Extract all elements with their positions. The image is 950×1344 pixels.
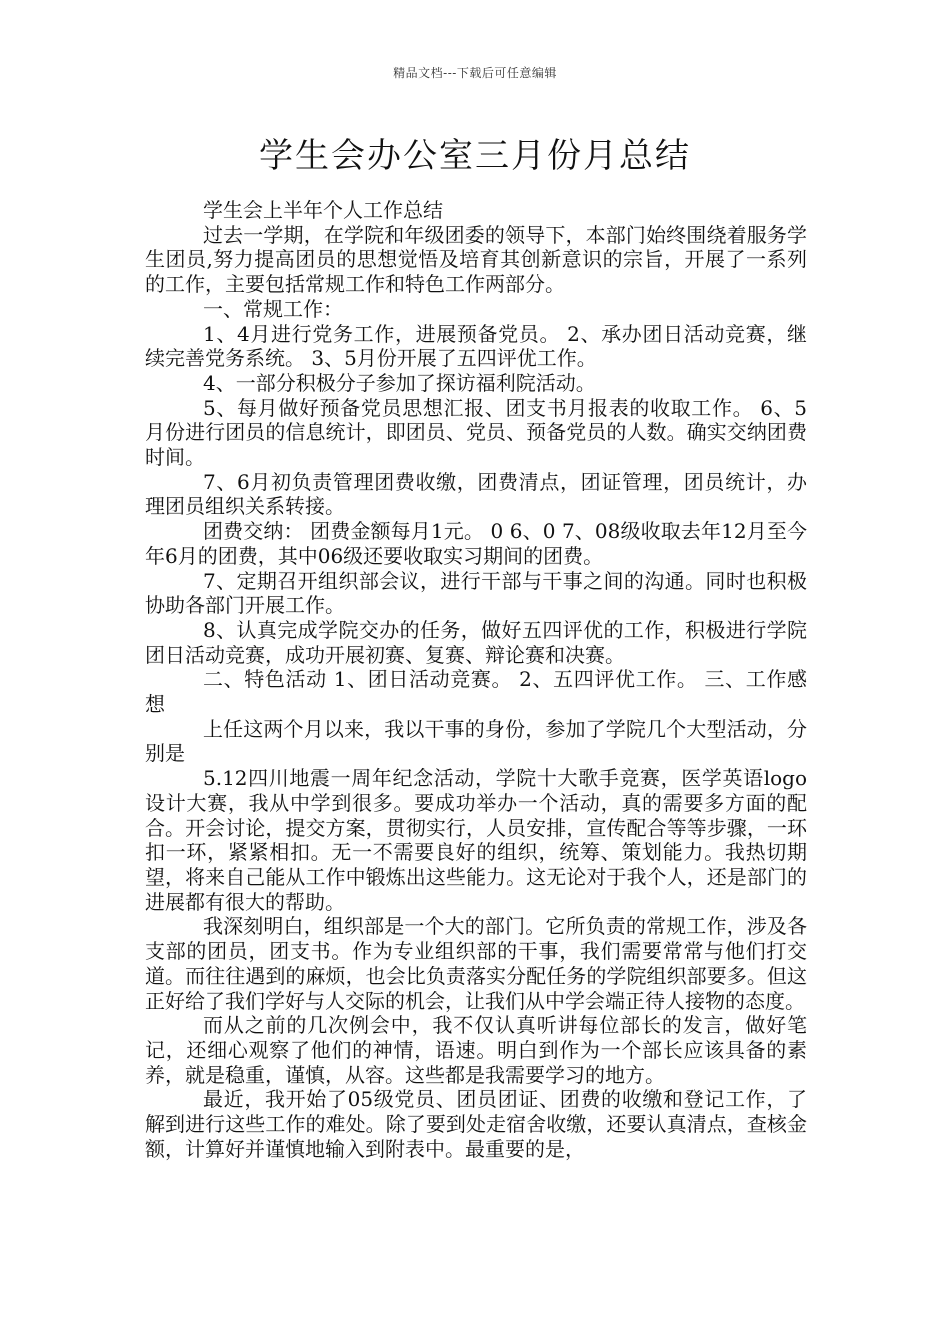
paragraph-9: 7、定期召开组织部会议，进行干部与干事之间的沟通。同时也积极协助各部门开展工作。 [145,568,807,618]
paragraph-15: 而从之前的几次例会中，我不仅认真听讲每位部长的发言，做好笔记，还细心观察了他们的神情，语速。明白到作为一个部长应该具备的素养，就是稳重，谨慎，从容。这些都是我需要学习的地方。 [145,1013,807,1087]
paragraph-14: 我深刻明白，组织部是一个大的部门。它所负责的常规工作，涉及各支部的团员，团支书。作为专业组织部的干事，我们需要常常与他们打交道。而往往遇到的麻烦，也会比负责落实分配任务的学院组织部要多。但这正好给了我们学好与人交际的机会，让我们从中学会端正待人接物的态度。 [145,914,807,1013]
paragraph-8: 团费交纳： 团费金额每月1元。 0 6、0 7、08级收取去年12月至今年6月的团费，其中06级还要收取实习期间的团费。 [145,519,807,568]
header-note: 精品文档---下载后可任意编辑 [393,66,557,80]
paragraph-11: 二、特色活动 1、团日活动竞赛。 2、五四评优工作。 三、工作感想 [145,667,807,717]
paragraph-12: 上任这两个月以来，我以干事的身份，参加了学院几个大型活动，分别是 [145,716,807,766]
paragraph-7: 7、6月初负责管理团费收缴，团费清点，团证管理，团员统计，办理团员组织关系转接。 [145,469,807,519]
paragraph-13: 5.12四川地震一周年纪念活动，学院十大歌手竞赛，医学英语logo设计大赛，我从中学到很多。要成功举办一个活动，真的需要多方面的配合。开会讨论，提交方案，贯彻实行，人员安排，宣传配合等等步骤，一环扣一环，紧紧相扣。无一不需要良好的组织，统筹、策划能力。我热切期望，将来自己能从工作中锻炼出这些能力。这无论对于我个人，还是部门的进展都有很大的帮助。 [145,766,807,914]
paragraph-4: 1、4月进行党务工作，进展预备党员。 2、承办团日活动竞赛，继续完善党务系统。 3、5月份开展了五四评优工作。 [145,321,807,371]
paragraph-2: 过去一学期，在学院和年级团委的领导下，本部门始终围绕着服务学生团员,努力提高团员的思想觉悟及培育其创新意识的宗旨，开展了一系列的工作，主要包括常规工作和特色工作两部分。 [145,222,807,297]
paragraph-3: 一、常规工作： [203,296,343,321]
document-body [145,198,807,1161]
paragraph-5: 4、一部分积极分子参加了探访福利院活动。 [203,370,596,395]
paragraph-6: 5、每月做好预备党员思想汇报、团支书月报表的收取工作。 6、5月份进行团员的信息统计，即团员、党员、预备党员的人数。确实交纳团费时间。 [145,395,807,470]
document-title: 学生会办公室三月份月总结 [259,136,691,176]
paragraph-16: 最近，我开始了05级党员、团员团证、团费的收缴和登记工作，了解到进行这些工作的难处。除了要到处走宿舍收缴，还要认真清点，查核金额，计算好并谨慎地输入到附表中。最重要的是， [145,1087,807,1161]
paragraph-10: 8、认真完成学院交办的任务，做好五四评优的工作，积极进行学院团日活动竞赛，成功开展初赛、复赛、辩论赛和决赛。 [145,617,807,667]
paragraph-1: 学生会上半年个人工作总结 [203,198,443,222]
